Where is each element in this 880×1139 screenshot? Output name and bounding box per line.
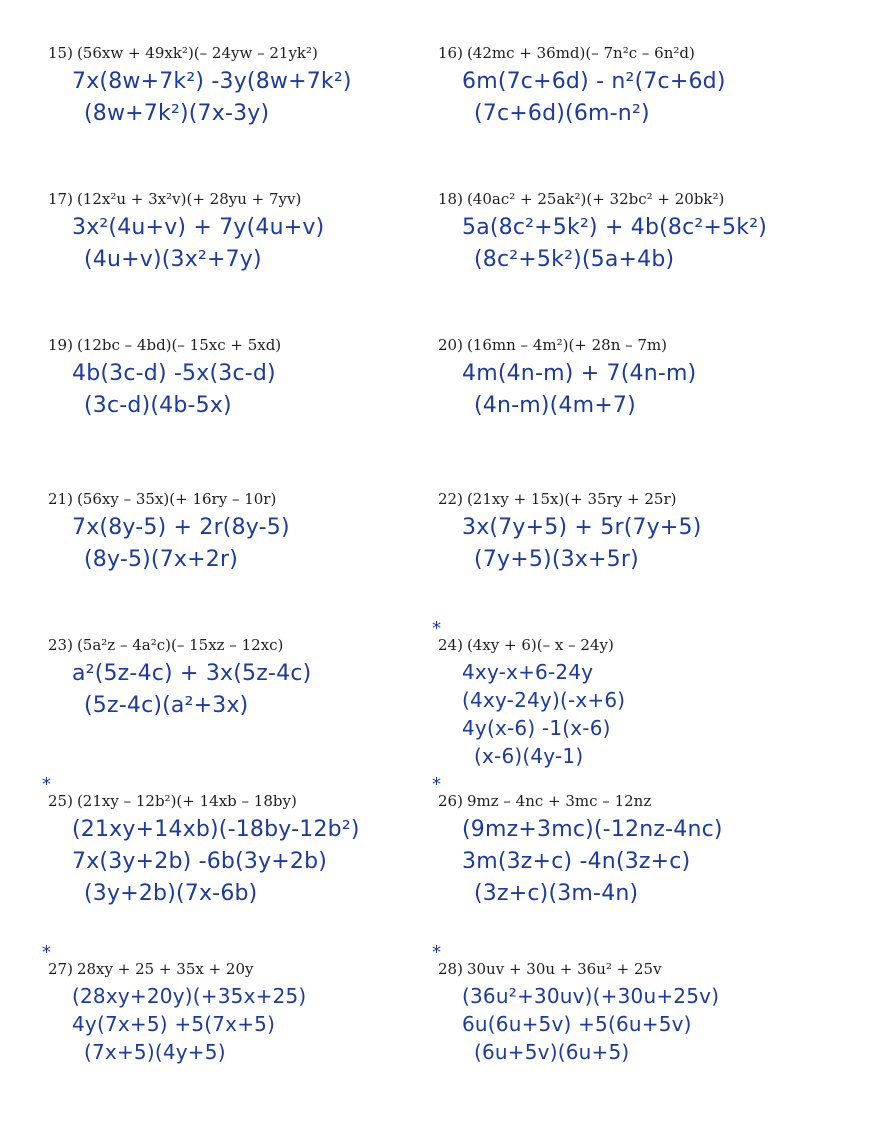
work-line: 3x²(4u+v) + 7y(4u+v)	[72, 215, 325, 240]
problem-expression: (5a²z – 4a²c)(– 15xz – 12xc)	[76, 636, 284, 654]
work-line: (8c²+5k²)(5a+4b)	[474, 247, 675, 272]
problem-24	[432, 618, 858, 770]
problem-prompt	[42, 774, 468, 814]
problem-prompt	[438, 190, 858, 212]
problem-25	[42, 774, 468, 910]
problem-prompt	[42, 942, 468, 982]
work-line: (8w+7k²)(7x-3y)	[84, 101, 270, 126]
work-line: (4n-m)(4m+7)	[474, 393, 636, 418]
work-line: (21xy+14xb)(-18by-12b²)	[72, 817, 360, 842]
problem-number: 19)	[48, 336, 73, 354]
star-mark: *	[432, 942, 441, 963]
work-line: 4m(4n-m) + 7(4n-m)	[462, 361, 697, 386]
problem-prompt	[48, 44, 468, 66]
work-line: 7x(3y+2b) -6b(3y+2b)	[72, 849, 328, 874]
problem-number: 27)	[48, 960, 73, 978]
problem-number: 15)	[48, 44, 73, 62]
problem-22	[438, 490, 858, 576]
problem-number: 26)	[438, 792, 463, 810]
problem-20	[438, 336, 858, 422]
problem-expression: (12bc – 4bd)(– 15xc + 5xd)	[76, 336, 282, 354]
problem-prompt	[432, 774, 858, 814]
problem-21	[48, 490, 468, 576]
work-line: 4xy-x+6-24y	[462, 660, 594, 684]
problem-prompt	[432, 618, 858, 658]
star-mark: *	[432, 774, 441, 795]
problem-number: 25)	[48, 792, 73, 810]
problem-expression: (21xy – 12b²)(+ 14xb – 18by)	[76, 792, 297, 810]
problem-27	[42, 942, 468, 1066]
problem-prompt	[48, 336, 468, 358]
work-line: (7y+5)(3x+5r)	[474, 547, 639, 572]
problem-expression: 28xy + 25 + 35x + 20y	[76, 960, 254, 978]
problem-prompt	[48, 490, 468, 512]
problem-number: 24)	[438, 636, 463, 654]
problem-number: 23)	[48, 636, 73, 654]
problem-23	[48, 636, 468, 722]
work-line: 5a(8c²+5k²) + 4b(8c²+5k²)	[462, 215, 767, 240]
work-line: 6u(6u+5v) +5(6u+5v)	[462, 1012, 692, 1036]
problem-17	[48, 190, 468, 276]
problem-number: 20)	[438, 336, 463, 354]
work-line: 4y(x-6) -1(x-6)	[462, 716, 611, 740]
problem-expression: 9mz – 4nc + 3mc – 12nz	[466, 792, 652, 810]
problem-18	[438, 190, 858, 276]
work-line: (8y-5)(7x+2r)	[84, 547, 238, 572]
problem-prompt	[438, 490, 858, 512]
work-line: (4u+v)(3x²+7y)	[84, 247, 262, 272]
star-mark: *	[42, 942, 51, 963]
problem-expression: 30uv + 30u + 36u² + 25v	[466, 960, 662, 978]
work-line: 7x(8w+7k²) -3y(8w+7k²)	[72, 69, 352, 94]
problem-expression: (12x²u + 3x²v)(+ 28yu + 7yv)	[76, 190, 302, 208]
problem-19	[48, 336, 468, 422]
star-mark: *	[42, 774, 51, 795]
work-line: 3x(7y+5) + 5r(7y+5)	[462, 515, 702, 540]
work-line: (7c+6d)(6m-n²)	[474, 101, 650, 126]
problem-expression: (4xy + 6)(– x – 24y)	[466, 636, 614, 654]
work-line: (36u²+30uv)(+30u+25v)	[462, 984, 720, 1008]
work-line: (3y+2b)(7x-6b)	[84, 881, 258, 906]
work-line: (9mz+3mc)(-12nz-4nc)	[462, 817, 723, 842]
work-line: (4xy-24y)(-x+6)	[462, 688, 626, 712]
work-line: (28xy+20y)(+35x+25)	[72, 984, 307, 1008]
problem-expression: (56xy – 35x)(+ 16ry – 10r)	[76, 490, 277, 508]
work-line: 4y(7x+5) +5(7x+5)	[72, 1012, 276, 1036]
problem-prompt	[438, 336, 858, 358]
work-line: (6u+5v)(6u+5)	[474, 1040, 630, 1064]
problem-26	[432, 774, 858, 910]
problem-prompt	[48, 636, 468, 658]
problem-prompt	[48, 190, 468, 212]
problem-28	[432, 942, 858, 1066]
work-line: (3c-d)(4b-5x)	[84, 393, 232, 418]
problem-expression: (21xy + 15x)(+ 35ry + 25r)	[466, 490, 677, 508]
problem-number: 18)	[438, 190, 463, 208]
work-line: 4b(3c-d) -5x(3c-d)	[72, 361, 276, 386]
work-line: 3m(3z+c) -4n(3z+c)	[462, 849, 691, 874]
problem-prompt	[432, 942, 858, 982]
problem-16	[438, 44, 858, 130]
problem-number: 28)	[438, 960, 463, 978]
problem-number: 16)	[438, 44, 463, 62]
star-mark: *	[432, 618, 441, 639]
problem-number: 17)	[48, 190, 73, 208]
problem-number: 21)	[48, 490, 73, 508]
work-line: (5z-4c)(a²+3x)	[84, 693, 249, 718]
problem-15	[48, 44, 468, 130]
work-line: 6m(7c+6d) - n²(7c+6d)	[462, 69, 726, 94]
problem-expression: (16mn – 4m²)(+ 28n – 7m)	[466, 336, 668, 354]
work-line: a²(5z-4c) + 3x(5z-4c)	[72, 661, 312, 686]
problem-expression: (42mc + 36md)(– 7n²c – 6n²d)	[466, 44, 695, 62]
problem-expression: (56xw + 49xk²)(– 24yw – 21yk²)	[76, 44, 318, 62]
work-line: (3z+c)(3m-4n)	[474, 881, 639, 906]
problem-prompt	[438, 44, 858, 66]
work-line: (7x+5)(4y+5)	[84, 1040, 226, 1064]
work-line: 7x(8y-5) + 2r(8y-5)	[72, 515, 290, 540]
work-line: (x-6)(4y-1)	[474, 744, 584, 768]
problem-number: 22)	[438, 490, 463, 508]
problem-expression: (40ac² + 25ak²)(+ 32bc² + 20bk²)	[466, 190, 725, 208]
